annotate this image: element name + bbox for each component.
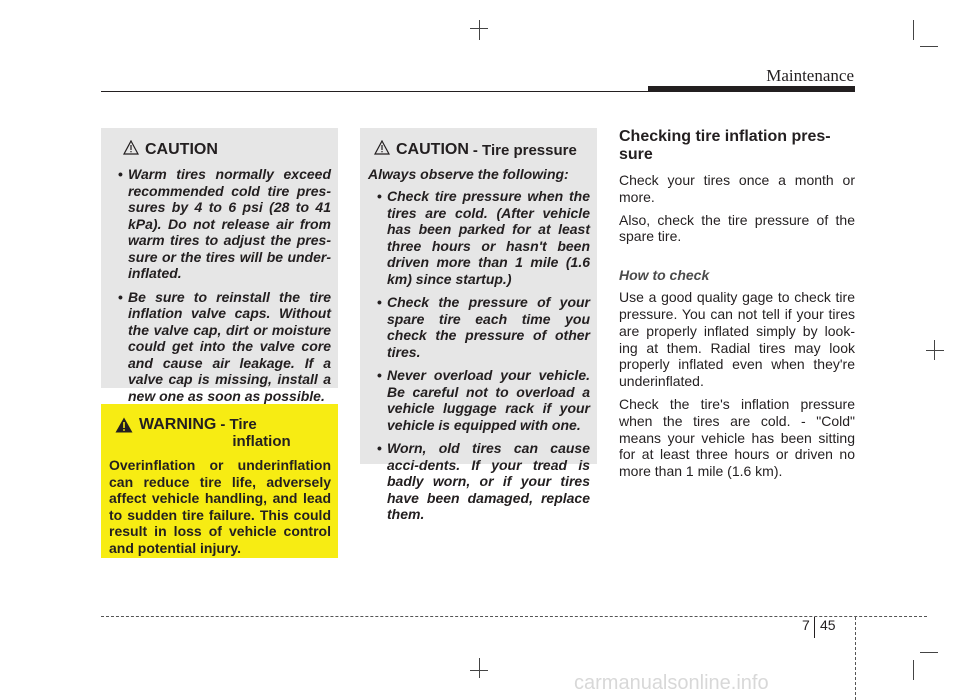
warning-subtitle-line2: inflation: [232, 433, 291, 450]
caution-box: [101, 128, 338, 404]
crop-mark-top-center-v: [479, 20, 480, 40]
crop-mark-bottom-center-v: [479, 658, 480, 678]
warning-triangle-icon: [115, 417, 133, 438]
section-heading: Checking tire inflation pres-sure: [619, 128, 831, 163]
page-number-separator: [814, 617, 815, 638]
header-rule-accent: [648, 86, 855, 92]
paragraph: Check your tires once a month or more.: [619, 172, 855, 205]
warning-text: Overinflation or underinflation can reduce tire life, adversely affect vehicle handling, and lead to sudden tire failure. This could result in loss of vehicle control and potential injury.: [109, 457, 331, 556]
main-column: [619, 128, 855, 486]
footer-vertical-rule: [855, 617, 856, 700]
caution-title: CAUTION: [145, 141, 218, 158]
paragraph: Use a good quality gage to check tire pressure. You can not tell if your tires are properly inflated simply by look-ing at them. Radial tires may look properly inflated even when they're underinflated.: [619, 289, 855, 390]
crop-mark-right-middle-h: [926, 350, 944, 351]
caution-item: • Never overload your vehicle. Be careful not to overload a vehicle luggage rack if your vehicle is equipped with one.: [368, 367, 590, 433]
crop-mark-bottom-right-h: [920, 652, 938, 653]
caution-tire-pressure-title: CAUTION: [396, 141, 469, 158]
caution-tire-pressure-list: [368, 188, 590, 523]
paragraph: Also, check the tire pressure of the spare tire.: [619, 211, 855, 245]
caution-list: [109, 166, 331, 404]
watermark: carmanualsonline.info: [574, 672, 769, 694]
caution-item: • Be sure to reinstall the tire inflation valve caps. Without the valve cap, dirt or moisture could get into the valve core and cause air leakage. If a valve cap is missing, install a new one as soon as possible.: [109, 289, 331, 405]
crop-mark-bottom-right-v: [913, 660, 914, 680]
caution-tire-pressure-box: [360, 128, 597, 522]
warning-subtitle-line1: - Tire: [220, 416, 257, 433]
chapter-number: 7: [802, 617, 810, 633]
caution-item: • Warm tires normally exceed recommended cold tire pres-sures by 4 to 6 psi (28 to 41 kPa). Do not release air from warm tires to adjust the pres-sure or the tires will be under-inflated.: [109, 166, 331, 282]
warning-title: WARNING: [139, 416, 217, 433]
warning-subtitle: [220, 416, 290, 450]
warning-triangle-icon: [123, 140, 139, 160]
crop-mark-right-middle-v: [934, 340, 935, 360]
subsection-heading: How to check: [619, 267, 710, 284]
caution-item: • Worn, old tires can cause acci-dents. If your tread is badly worn, or if your tires have been damaged, replace them.: [368, 440, 590, 523]
caution-heading: [123, 140, 331, 160]
section-title: Maintenance: [766, 66, 854, 85]
caution-tire-pressure-heading: [374, 140, 590, 160]
warning-box: [101, 404, 338, 558]
page-number: 45: [820, 617, 836, 633]
warning-heading: [115, 416, 331, 450]
crop-mark-top-right-h: [920, 46, 938, 47]
caution-item: • Check the pressure of your spare tire each time you check the pressure of other tires.: [368, 294, 590, 360]
crop-mark-top-right-v: [913, 20, 914, 40]
caution-tire-pressure-subtitle: - Tire pressure: [472, 141, 577, 159]
paragraph: Check the tire's inflation pressure when the tires are cold. - "Cold" means your vehicle has been sitting for at least three hours or driven no more than 1 mile (1.6 km).: [619, 395, 855, 480]
crop-mark-top-center-h: [470, 28, 488, 29]
caution-intro: Always observe the following:: [368, 166, 569, 182]
caution-item: • Check tire pressure when the tires are cold. (After vehicle has been parked for at least three hours or hasn't been driven more than 1 mile (1.6 km) since startup.): [368, 188, 590, 287]
crop-mark-bottom-center-h: [470, 670, 488, 671]
warning-triangle-icon: [374, 140, 390, 160]
